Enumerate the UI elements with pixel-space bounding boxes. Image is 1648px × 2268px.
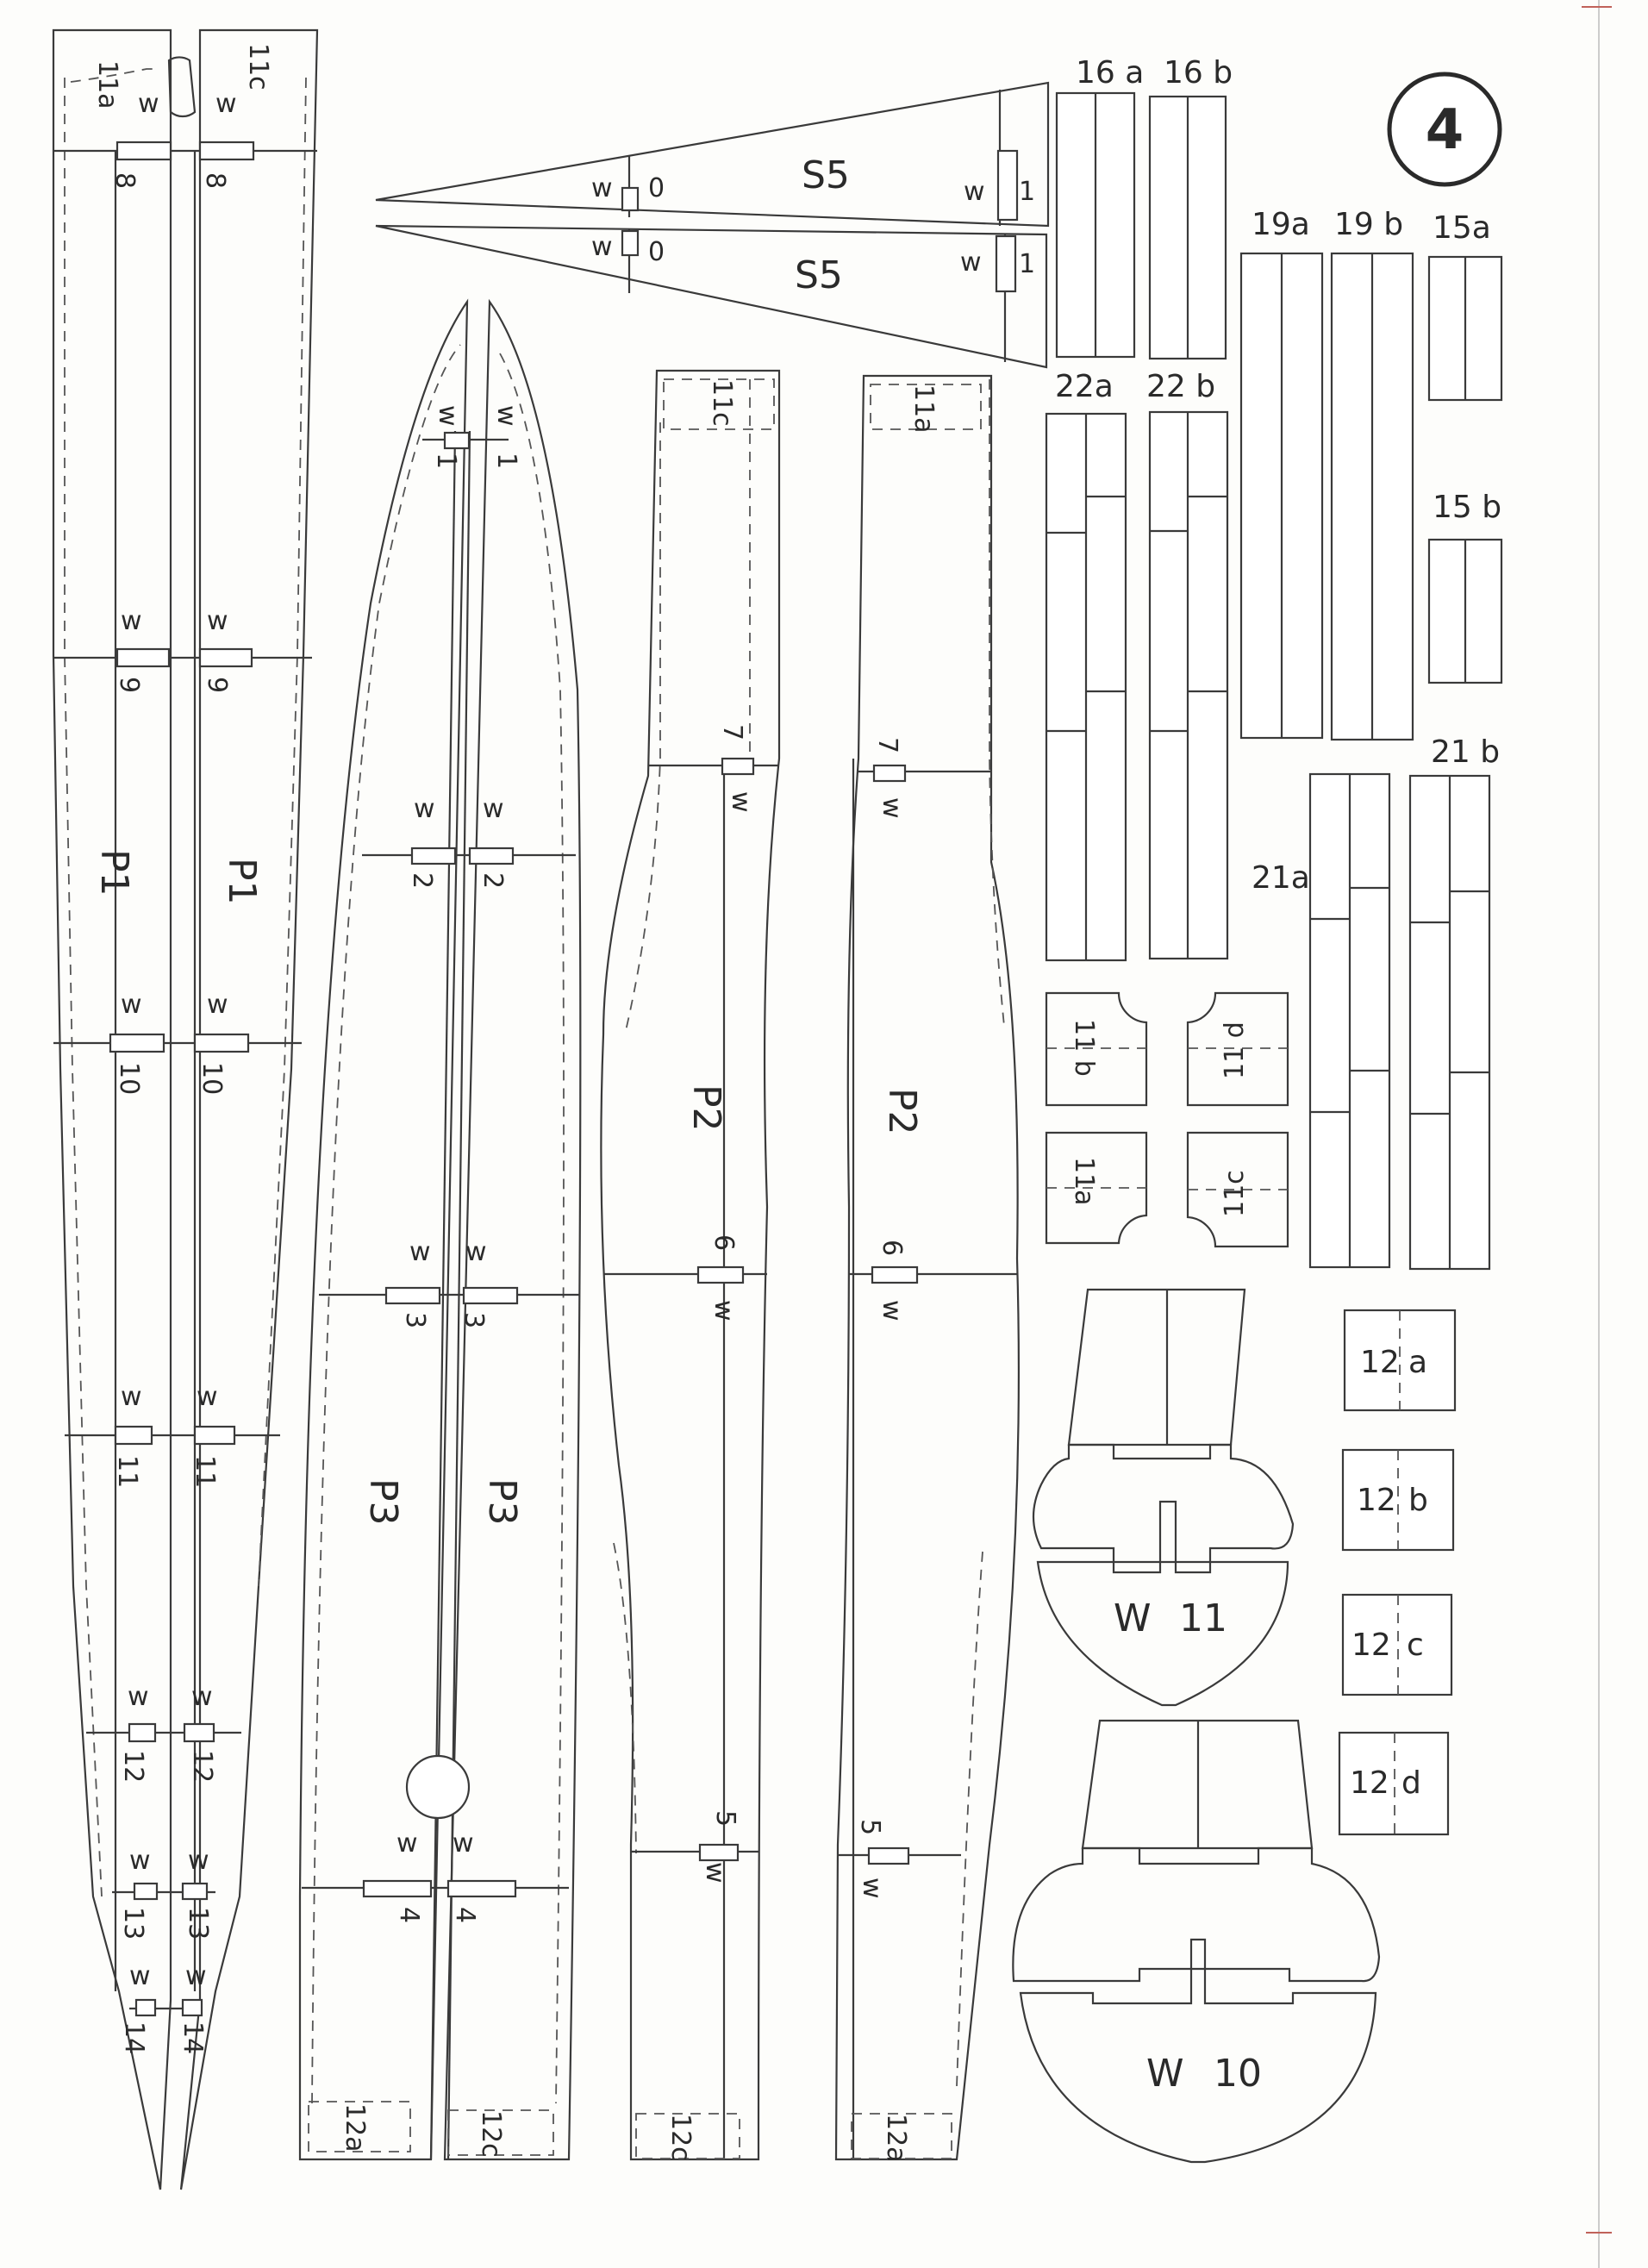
label-12d-num: 12 xyxy=(1350,1765,1389,1801)
notch-6a: 6 xyxy=(709,1234,739,1252)
notch-w-11b: w xyxy=(197,1382,218,1412)
tab-12c-p2: 12c xyxy=(665,2114,696,2161)
p3-label-left: P3 xyxy=(361,1478,405,1526)
p2-tabs xyxy=(636,379,981,2163)
notch-10a: 10 xyxy=(114,1062,144,1096)
tab-11a-label: 11a xyxy=(92,60,122,109)
label-11d: 11 d xyxy=(1220,1022,1250,1079)
s5-notch-1b: 1 xyxy=(1019,249,1036,279)
label-15a: 15a xyxy=(1433,210,1491,246)
notch-w-2a: w xyxy=(414,794,435,824)
part-15b xyxy=(1429,490,1501,683)
notch-w-8a: w xyxy=(138,89,159,119)
tab-11c-p2: 11c xyxy=(707,379,737,427)
notch-w-12b: w xyxy=(191,1682,213,1712)
p3-round-hole xyxy=(407,1756,469,1818)
notch-w-10b: w xyxy=(207,990,228,1020)
part-12a xyxy=(1345,1310,1455,1410)
part-16a xyxy=(1057,55,1144,357)
part-11c-small xyxy=(1188,1133,1288,1246)
label-12a-num: 12 xyxy=(1360,1345,1400,1380)
part-21a xyxy=(1252,774,1389,1267)
notch-12a: 12 xyxy=(118,1750,148,1784)
notch-5b: 5 xyxy=(855,1819,885,1836)
part-12b xyxy=(1343,1450,1453,1550)
sheet-number: 4 xyxy=(1425,98,1464,162)
label-12c-letter: c xyxy=(1407,1628,1424,1663)
notch-w-3a: w xyxy=(409,1237,431,1267)
notch-8a: 8 xyxy=(109,172,140,190)
notch-13b: 13 xyxy=(183,1907,213,1940)
notch-1b: 1 xyxy=(491,453,521,470)
s5-notch-w-1b: w xyxy=(960,247,982,278)
label-12d-letter: d xyxy=(1401,1765,1421,1801)
notch-8b: 8 xyxy=(200,172,230,190)
label-11c-small: 11c xyxy=(1220,1170,1250,1217)
notch-2b: 2 xyxy=(478,872,508,890)
notch-w-4b: w xyxy=(453,1828,474,1859)
s5-notch-0a: 0 xyxy=(648,173,665,203)
p2-cross-lines xyxy=(603,765,1017,1855)
label-16a: 16 a xyxy=(1076,55,1145,91)
s5-bottom-strip xyxy=(376,226,1046,367)
label-12b-num: 12 xyxy=(1357,1483,1396,1518)
part-15a xyxy=(1429,210,1501,400)
notch-w-7b: w xyxy=(877,797,907,819)
part-21b xyxy=(1410,734,1500,1269)
s5-notch-1a: 1 xyxy=(1019,177,1036,207)
label-22b: 22 b xyxy=(1146,369,1216,404)
s5-notch-w-0b: w xyxy=(591,232,613,262)
s5-label-top: S5 xyxy=(802,153,850,197)
notch-w-5b: w xyxy=(857,1878,887,1899)
notch-w-1a: w xyxy=(433,405,463,427)
former-w11-w: W xyxy=(1114,1596,1152,1640)
former-w10-w: W xyxy=(1146,2052,1184,2096)
p1-left-strip xyxy=(53,30,171,2190)
notch-3b: 3 xyxy=(459,1312,489,1329)
part-19a xyxy=(1241,207,1322,738)
s5-notch-w-0a: w xyxy=(591,173,613,203)
notch-9a: 9 xyxy=(114,677,144,694)
tab-11c-top-label: 11c xyxy=(243,43,273,91)
part-12c xyxy=(1343,1595,1451,1695)
former-w11 xyxy=(1033,1290,1293,1705)
notch-w-3b: w xyxy=(465,1237,487,1267)
notch-w-13a: w xyxy=(129,1846,151,1876)
notch-7a: 7 xyxy=(717,724,747,741)
notch-w-4a: w xyxy=(396,1828,418,1859)
notch-9b: 9 xyxy=(202,677,232,694)
label-16b: 16 b xyxy=(1164,55,1233,91)
part-16b xyxy=(1150,55,1233,359)
notch-w-8b: w xyxy=(215,89,237,119)
part-22b xyxy=(1146,369,1227,959)
notch-w-5a: w xyxy=(700,1862,730,1884)
notch-w-13b: w xyxy=(188,1846,209,1876)
notch-w-14b: w xyxy=(185,1961,207,1991)
s5-notch-0b: 0 xyxy=(648,237,665,267)
sheet-number-badge xyxy=(1389,74,1500,184)
p2-left-strip xyxy=(601,371,779,2159)
s5-notch-w-1a: w xyxy=(964,177,985,207)
notch-w-9a: w xyxy=(121,606,142,636)
label-19b: 19 b xyxy=(1334,207,1404,242)
notch-6b: 6 xyxy=(877,1240,907,1257)
label-12b-letter: b xyxy=(1408,1483,1428,1518)
notch-10b: 10 xyxy=(197,1062,227,1096)
notch-w-2b: w xyxy=(483,794,504,824)
tab-12a-p2: 12a xyxy=(881,2114,911,2163)
p2-label-left: P2 xyxy=(684,1084,728,1132)
notch-3a: 3 xyxy=(400,1312,430,1329)
p3-label-right: P3 xyxy=(480,1478,524,1526)
p1-top-hole xyxy=(169,57,195,116)
label-11b: 11 b xyxy=(1069,1019,1099,1077)
p3-labels xyxy=(361,405,524,1923)
notch-w-6b: w xyxy=(877,1300,907,1321)
s5-top-strip xyxy=(376,83,1048,226)
part-11b xyxy=(1046,993,1146,1105)
notch-w-12a: w xyxy=(128,1682,149,1712)
notch-14a: 14 xyxy=(119,2021,149,2055)
notch-4a: 4 xyxy=(394,1907,424,1924)
notch-w-6a: w xyxy=(709,1300,739,1321)
label-21a: 21a xyxy=(1252,860,1310,896)
notch-12b: 12 xyxy=(187,1750,217,1784)
p1-label-right: P1 xyxy=(220,858,264,905)
label-15b: 15 b xyxy=(1433,490,1502,525)
notch-4b: 4 xyxy=(450,1907,480,1924)
notch-w-1b: w xyxy=(491,405,521,427)
notch-13a: 13 xyxy=(118,1907,148,1940)
tab-12c-p3: 12c xyxy=(476,2110,506,2158)
tab-12a-p3: 12a xyxy=(340,2103,370,2152)
former-w10-num: 10 xyxy=(1214,2052,1262,2096)
p2-labels xyxy=(684,724,924,1899)
notch-w-14a: w xyxy=(129,1961,151,1991)
notch-7b: 7 xyxy=(872,737,902,754)
part-11d xyxy=(1188,993,1288,1105)
notch-w-9b: w xyxy=(207,606,228,636)
part-19b xyxy=(1332,207,1413,740)
notch-2a: 2 xyxy=(407,872,437,890)
p2-label-right: P2 xyxy=(880,1088,924,1135)
label-12c-num: 12 xyxy=(1351,1628,1391,1663)
label-11a-small: 11a xyxy=(1069,1157,1099,1206)
notch-w-11a: w xyxy=(121,1382,142,1412)
former-w11-num: 11 xyxy=(1179,1596,1227,1640)
tab-11a-p2: 11a xyxy=(908,384,939,434)
notch-11a: 11 xyxy=(112,1455,142,1489)
notch-w-10a: w xyxy=(121,990,142,1020)
notch-14b: 14 xyxy=(178,2021,208,2055)
part-11a-small xyxy=(1046,1133,1146,1243)
part-12d xyxy=(1339,1733,1448,1834)
label-21b: 21 b xyxy=(1431,734,1501,770)
p1-label-left: P1 xyxy=(92,849,136,897)
former-w10 xyxy=(1013,1721,1379,2162)
notch-w-7a: w xyxy=(726,791,756,813)
label-19a: 19a xyxy=(1252,207,1310,242)
label-12a-letter: a xyxy=(1408,1345,1428,1380)
notch-5a: 5 xyxy=(710,1810,740,1828)
part-22a xyxy=(1046,369,1126,960)
s5-label-bottom: S5 xyxy=(795,253,843,297)
notch-11b: 11 xyxy=(190,1455,220,1489)
notch-1a: 1 xyxy=(431,453,461,470)
label-22a: 22a xyxy=(1055,369,1114,404)
